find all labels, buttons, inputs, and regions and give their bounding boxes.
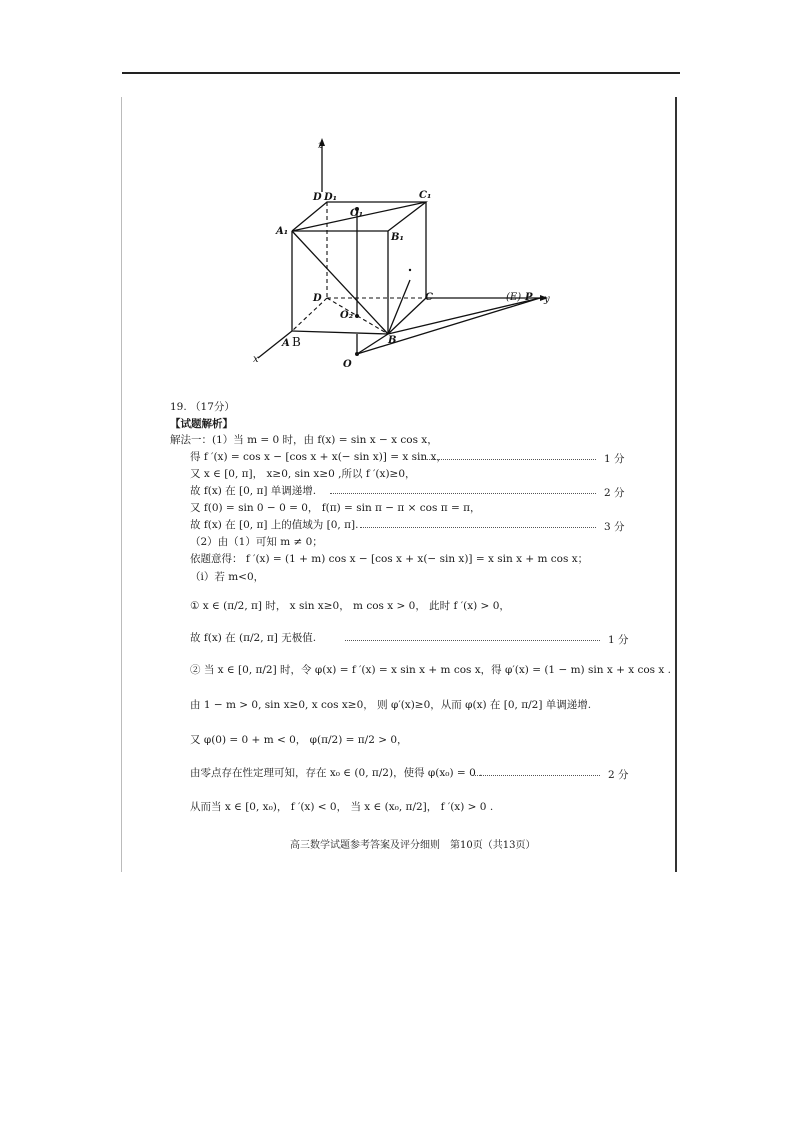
label-C: C [425, 292, 433, 303]
label-O: O [343, 359, 352, 370]
solution-line-9: （i）若 m<0， [190, 571, 265, 583]
score-2: 2 分 [604, 487, 625, 499]
solution-line-15: 由零点存在性定理可知，存在 x₀ ∈ (0, π/2)，使得 φ(x₀) = 0 . [190, 767, 483, 779]
label-O2: O₂ [340, 310, 354, 321]
score-3: 3 分 [604, 521, 625, 533]
solution-line-3: 又 x ∈ [0, π]， x≥0, sin x≥0 ,所以 f ′(x)≥0， [190, 468, 416, 480]
right-border [675, 97, 677, 872]
solution-line-14: 又 φ(0) = 0 + m < 0， φ(π/2) = π/2 > 0， [190, 734, 408, 746]
top-rule [122, 72, 680, 74]
analysis-heading: 【试题解析】 [170, 418, 233, 430]
dot-leader [360, 527, 596, 528]
cube-diagram [230, 130, 570, 380]
label-A: A [282, 338, 290, 349]
label-C1: C₁ [419, 190, 432, 201]
label-E: (E) [506, 292, 522, 303]
solution-line-11: 故 f(x) 在 (π/2, π] 无极值. [190, 632, 317, 644]
solution-line-4: 故 f(x) 在 [0, π] 单调递增. [190, 485, 317, 497]
problem-header: 19. （17分） [170, 401, 235, 413]
solution-line-13: 由 1 − m > 0, sin x≥0, x cos x≥0， 则 φ′(x)≥0，从而 φ(x) 在 [0, π/2] 单调递增. [190, 699, 592, 711]
score-5: 2 分 [608, 769, 629, 781]
y-axis-label: y [544, 294, 550, 305]
solution-line-5: 又 f(0) = sin 0 − 0 = 0， f(π) = sin π − π × cos π = π， [190, 502, 481, 514]
label-O1: O₁ [350, 208, 364, 219]
solution-line-8: 依题意得： f ′(x) = (1 + m) cos x − [cos x + x(− sin x)] = x sin x + m cos x； [190, 553, 589, 565]
solution-line-1: 解法一：(1）当 m = 0 时，由 f(x) = sin x − x cos x， [170, 434, 438, 446]
page-footer: 高三数学试题参考答案及评分细则 第10页（共13页） [290, 840, 536, 851]
score-4: 1 分 [608, 634, 629, 646]
label-P: P [525, 292, 533, 303]
solution-line-6: 故 f(x) 在 [0, π] 上的值域为 [0, π]. [190, 519, 359, 531]
left-border [121, 97, 122, 872]
x-axis-label: x [253, 354, 259, 365]
solution-line-16: 从而当 x ∈ [0, x₀)， f ′(x) < 0， 当 x ∈ (x₀, π/2]， f ′(x) > 0 . [190, 801, 494, 813]
dot-leader [418, 459, 596, 460]
label-A1: A₁ [276, 226, 289, 237]
label-B1: B₁ [391, 232, 404, 243]
score-1: 1 分 [604, 453, 625, 465]
label-D: D [313, 192, 322, 203]
solution-line-7: （2）由（1）可知 m ≠ 0； [190, 536, 323, 548]
solution-line-12: ② 当 x ∈ [0, π/2] 时，令 φ(x) = f ′(x) = x sin x + m cos x，得 φ′(x) = (1 − m) sin x + x cos x . [190, 664, 671, 676]
dot-leader [330, 493, 596, 494]
z-axis-label: z [318, 140, 324, 151]
dot-leader [345, 640, 600, 641]
label-D-bottom: D [313, 293, 322, 304]
label-D1: D₁ [324, 192, 338, 203]
label-B-axis: B [292, 335, 301, 349]
label-B: B [388, 335, 397, 346]
dot-leader [472, 775, 600, 776]
solution-line-2: 得 f ′(x) = cos x − [cos x + x(− sin x)] = x sin x， [190, 451, 447, 463]
solution-line-10: ① x ∈ (π/2, π] 时， x sin x≥0， m cos x > 0， 此时 f ′(x) > 0， [190, 600, 510, 612]
